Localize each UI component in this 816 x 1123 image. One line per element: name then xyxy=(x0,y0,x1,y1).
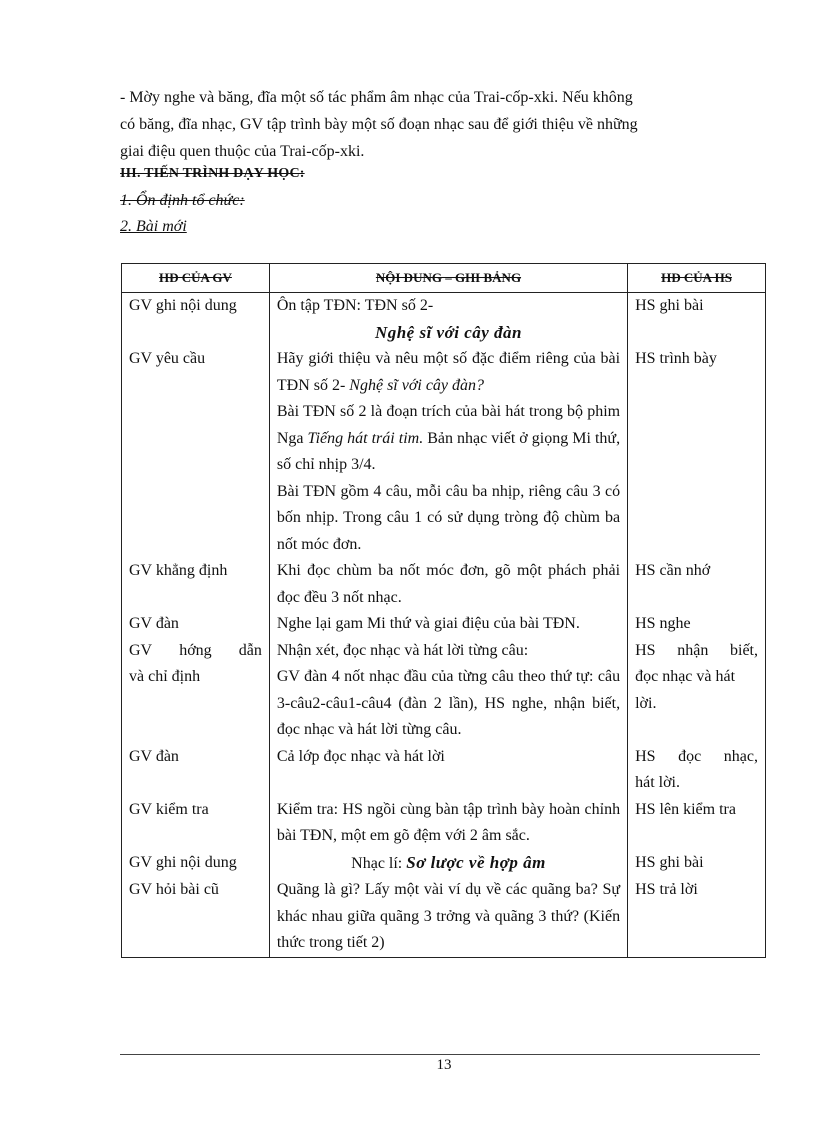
student-activity: HS trình bày xyxy=(628,346,766,558)
student-activity: HS ghi bài xyxy=(628,293,766,347)
content-cell xyxy=(269,850,627,878)
table-row xyxy=(122,558,766,611)
content-text-part: Nhạc lí: xyxy=(351,854,403,872)
teacher-activity: GV khẳng định xyxy=(122,558,270,611)
word: hát lời. xyxy=(635,774,680,791)
content-text-part: Hãy giới thiệu và nêu một số đặc điểm riêng của bài TĐN số 2- xyxy=(276,350,621,394)
word: nhận xyxy=(677,641,709,659)
teacher-activity xyxy=(122,638,270,744)
word: nhạc, xyxy=(723,747,758,765)
intro-paragraph xyxy=(120,84,760,165)
content-text-part: Bài TĐN số 2 là đoạn trích của bài hát trong bộ phim Nga xyxy=(276,403,621,447)
teacher-activity: GV kiểm tra xyxy=(122,797,270,850)
student-activity: HS lên kiểm tra xyxy=(628,797,766,850)
word: dẫn xyxy=(238,641,262,659)
intro-line: - Mờy nghe và băng, đĩa một số tác phẩm âm nhạc của Trai-cốp-xki. Nếu không xyxy=(120,89,633,106)
content-text: Ôn tập TĐN: TĐN số 2- xyxy=(276,297,434,314)
word: HS xyxy=(635,747,656,765)
content-italic: Tiếng hát trái tim. xyxy=(307,429,424,447)
intro-line: giai điệu quen thuộc của Trai-cốp-xki. xyxy=(120,143,365,160)
teacher-activity: GV đàn xyxy=(122,611,270,638)
content-text xyxy=(277,346,620,399)
teacher-activity: GV ghi nội dung xyxy=(122,293,270,347)
word: HS xyxy=(635,641,656,659)
table-row xyxy=(122,611,766,638)
student-activity xyxy=(628,638,766,744)
word: đọc nhạc và hát lời. xyxy=(635,668,736,712)
song-title: Nghệ sĩ với cây đàn xyxy=(374,322,522,342)
word: và chỉ định xyxy=(129,668,201,685)
content-cell: Kiểm tra: HS ngồi cùng bàn tập trình bày hoàn chỉnh bài TĐN, một em gõ đệm với 2 âm sắc. xyxy=(269,797,627,850)
teacher-activity: GV hỏi bài cũ xyxy=(122,877,270,957)
content-cell xyxy=(269,293,627,347)
subheading-new-lesson: 2. Bài mới xyxy=(120,218,187,235)
teacher-activity: GV yêu cầu xyxy=(122,346,270,558)
word: GV xyxy=(129,641,153,659)
content-cell xyxy=(269,346,627,558)
content-cell: Cả lớp đọc nhạc và hát lời xyxy=(269,744,627,797)
student-activity: HS trả lời xyxy=(628,877,766,957)
header-content: NỘI DUNG – GHI BẢNG xyxy=(269,264,627,293)
table-header-row xyxy=(122,264,766,293)
subheading-organization: 1. Ổn định tổ chức: xyxy=(120,192,245,209)
content-text-part: Bản nhạc viết ở giọng Mi thứ, số chỉ nhịp 3/4. xyxy=(276,429,621,473)
word: hớng xyxy=(179,641,212,659)
student-activity: HS cần nhớ xyxy=(628,558,766,611)
content-cell: Nghe lại gam Mi thứ và giai điệu của bài TĐN. xyxy=(269,611,627,638)
content-cell xyxy=(269,638,627,744)
content-text xyxy=(277,399,620,479)
word: đọc xyxy=(678,747,702,765)
student-activity-line xyxy=(635,744,758,771)
student-activity-line xyxy=(635,638,758,665)
word: biết, xyxy=(730,641,758,659)
table-row xyxy=(122,797,766,850)
table-row xyxy=(122,293,766,347)
table-row xyxy=(122,744,766,797)
intro-line: có băng, đĩa nhạc, GV tập trình bày một số đoạn nhạc sau để giới thiệu về những xyxy=(120,116,638,133)
student-activity xyxy=(628,744,766,797)
topic-title: Sơ lược về hợp âm xyxy=(406,852,546,872)
teacher-activity-line xyxy=(129,638,262,665)
content-cell: Quãng là gì? Lấy một vài ví dụ về các quãng ba? Sự khác nhau giữa quãng 3 trởng và quãng 3 thứ? (Kiến thức trong tiết 2) xyxy=(269,877,627,957)
header-student: HĐ CỦA HS xyxy=(628,264,766,293)
section-heading: III. TIẾN TRÌNH DẠY HỌC: xyxy=(120,166,305,181)
header-teacher: HĐ CỦA GV xyxy=(122,264,270,293)
teacher-activity: GV ghi nội dung xyxy=(122,850,270,878)
lesson-table xyxy=(121,263,766,958)
teacher-activity: GV đàn xyxy=(122,744,270,797)
student-activity: HS nghe xyxy=(628,611,766,638)
page-number: 13 xyxy=(436,1057,452,1073)
footer-divider xyxy=(120,1054,760,1055)
content-italic: Nghệ sĩ với cây đàn? xyxy=(349,376,485,394)
table-row xyxy=(122,346,766,558)
content-text: Nhận xét, đọc nhạc và hát lời từng câu: xyxy=(276,641,529,659)
table-row xyxy=(122,877,766,957)
table-row xyxy=(122,638,766,744)
student-activity: HS ghi bài xyxy=(628,850,766,878)
content-cell: Khi đọc chùm ba nốt móc đơn, gõ một phách phải đọc đều 3 nốt nhạc. xyxy=(269,558,627,611)
content-text: GV đàn 4 nốt nhạc đầu của từng câu theo thứ tự: câu 3-câu2-câu1-câu4 (đàn 2 lần), HS nghe, nhận biết, đọc nhạc và hát lời từng câu. xyxy=(276,668,621,738)
table-row xyxy=(122,850,766,878)
content-text: Bài TĐN gồm 4 câu, mỗi câu ba nhịp, riêng câu 3 có bốn nhịp. Trong câu 1 có sử dụng tròng độ chùm ba nốt móc đơn. xyxy=(276,482,621,553)
